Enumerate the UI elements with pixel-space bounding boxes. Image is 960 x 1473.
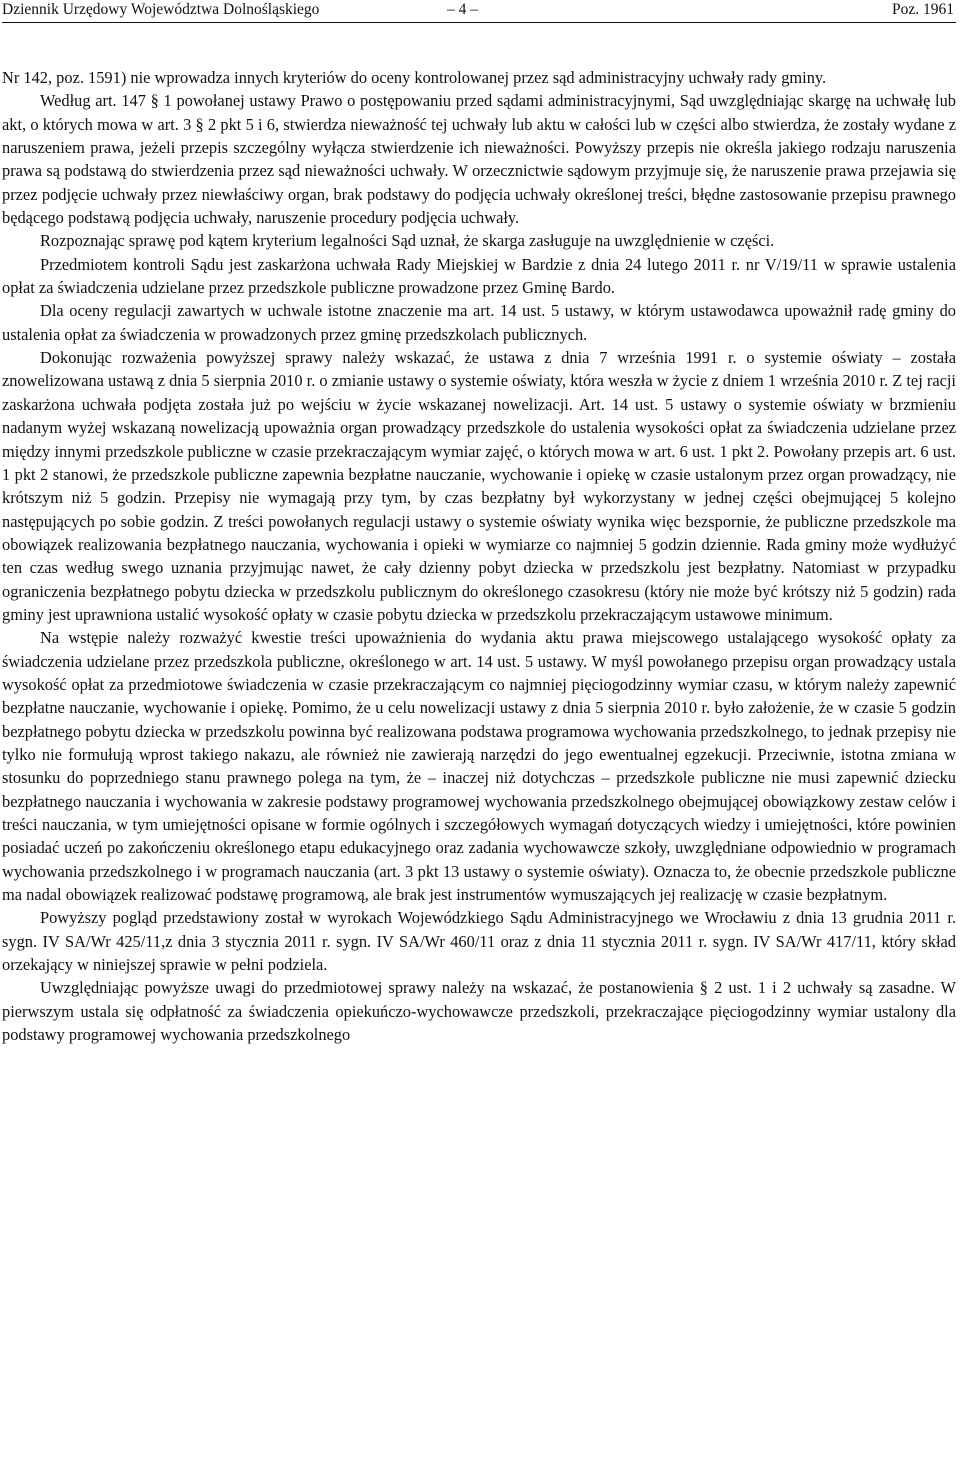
document-body [2, 66, 956, 1046]
paragraph: Dokonując rozważenia powyższej sprawy należy wskazać, że ustawa z dnia 7 września 1991 r. o systemie oświaty – została znowelizowana ustawą z dnia 5 sierpnia 2010 r. o zmianie ustawy o systemie oświaty, która weszła w życie z dniem 1 września 2010 r. Z tej racji zaskarżona uchwała podjęta została już po wejściu w życie wskazanej nowelizacji. Art. 14 ust. 5 ustawy o systemie oświaty w brzmieniu nadanym wyżej wskazaną nowelizacją upoważnia organ prowadzący przedszkole do ustalenia wysokości opłat za świadczenia udzielane przez między innymi przedszkole publiczne w czasie przekraczającym wymiar zajęć, o których mowa w art. 6 ust. 1 pkt 2. Powołany przepis art. 6 ust. 1 pkt 2 stanowi, że przedszkole publiczne zapewnia bezpłatne nauczanie, wychowanie i opiekę w czasie ustalonym przez organ prowadzący, nie krótszym niż 5 godzin. Przepisy nie wymagają przy tym, by czas bezpłatny był wykorzystany w jednej części obejmującej 5 kolejno następujących po sobie godzin. Z treści powołanych regulacji ustawy o systemie oświaty wynika więc bezspornie, że publiczne przedszkole ma obowiązek realizowania bezpłatnego nauczania, wychowania i opieki w wymiarze co najmniej 5 godzin dziennie. Rada gminy może wydłużyć ten czas według swego uznania przyjmując nawet, że cały dzienny pobyt dziecka w przedszkolu jest bezpłatny. Natomiast w przypadku ograniczenia bezpłatnego pobytu dziecka w przedszkolu publicznym do określonego czasokresu (który nie może być krótszy niż 5 godzin) rada gminy jest uprawniona ustalić wysokość opłaty w czasie pobytu dziecka w przedszkolu przekraczającym ustawowe minimum. [2, 348, 956, 624]
paragraph: Przedmiotem kontroli Sądu jest zaskarżona uchwała Rady Miejskiej w Bardzie z dnia 24 lutego 2011 r. nr V/19/11 w sprawie ustalenia opłat za świadczenia udzielane przez przedszkole publiczne prowadzone przez Gminę Bardo. [2, 254, 956, 298]
paragraph: Dla oceny regulacji zawartych w uchwale istotne znaczenie ma art. 14 ust. 5 ustawy, w którym ustawodawca upoważnił radę gminy do ustalenia opłat za świadczenia w prowadzonych przez gminę przedszkolach publicznych. [2, 301, 956, 344]
position-number: Poz. 1961 [892, 1, 954, 18]
paragraph: Powyższy pogląd przedstawiony został w wyrokach Wojewódzkiego Sądu Administracyjnego we Wrocławiu z dnia 13 grudnia 2011 r. sygn. IV SA/Wr 425/11,z dnia 3 stycznia 2011 r. sygn. IV SA/Wr 460/11 oraz z dnia 11 stycznia 2011 r. sygn. IV SA/Wr 417/11, który skład orzekający w niniejszej sprawie w pełni podziela. [2, 908, 956, 975]
paragraph: Nr 142, poz. 1591) nie wprowadza innych kryteriów do oceny kontrolowanej przez sąd administracyjny uchwały rady gminy. [2, 68, 827, 87]
journal-title: Dziennik Urzędowy Województwa Dolnośląskiego [2, 1, 320, 18]
paragraph: Według art. 147 § 1 powołanej ustawy Prawo o postępowaniu przed sądami administracyjnymi, Sąd uwzględniając skargę na uchwałę lub akt, o których mowa w art. 3 § 2 pkt 5 i 6, stwierdza nieważność tej uchwały lub aktu w całości lub w części albo stwierdza, że zostały wydane z naruszeniem prawa, jeżeli przepis szczególny wyłącza stwierdzenie ich nieważności. Powyższy przepis nie określa jakiego rodzaju naruszenia prawa są podstawą do stwierdzenia przez sąd nieważności uchwały. W orzecznictwie sądowym przyjmuje się, że naruszenie prawa przejawia się przez podjęcie uchwały przez niewłaściwy organ, brak podstawy do podjęcia uchwały określonej treści, błędne zastosowanie przepisu prawnego będącego podstawą podjęcia uchwały, naruszenie procedury podjęcia uchwały. [2, 91, 956, 228]
header-divider [2, 22, 956, 23]
page-number: – 4 – [447, 1, 478, 18]
paragraph: Rozpoznając sprawę pod kątem kryterium legalności Sąd uznał, że skarga zasługuje na uwzględnienie w części. [40, 231, 775, 251]
page-header [0, 0, 960, 20]
paragraph: Uwzględniając powyższe uwagi do przedmiotowej sprawy należy na wskazać, że postanowienia § 2 ust. 1 i 2 uchwały są zasadne. W pierwszym ustala się odpłatność za świadczenia opiekuńczo-wychowawcze przedszkoli, przekraczające pięciogodzinny wymiar ustalony dla podstawy programowej wychowania przedszkolnego [2, 978, 956, 1045]
paragraph: Na wstępie należy rozważyć kwestie treści upoważnienia do wydania aktu prawa miejscowego ustalającego wysokość opłaty za świadczenia udzielane przez przedszkola publiczne, określonego w art. 14 ust. 5 ustawy. W myśl powołanego przepisu organ prowadzący ustala wysokość opłat za przedmiotowe świadczenia w czasie przekraczającym co najmniej pięciogodzinny wymiar czasu, w którym należy zapewnić bezpłatne nauczanie, wychowanie i opiekę. Pomimo, że u celu nowelizacji ustawy z dnia 5 sierpnia 2010 r. było założenie, że w czasie 5 godzin bezpłatnego pobytu dziecka w przedszkolu powinna być realizowana podstawa programowa wychowania przedszkolnego, to jednak przepisy nie tylko nie formułują wprost takiego nakazu, ale również nie zawierają narzędzi do jego ewentualnej egzekucji. Przeciwnie, istotna zmiana w stosunku do poprzedniego stanu prawnego polega na tym, że – inaczej niż dotychczas – przedszkole publiczne nie musi zapewnić dziecku bezpłatnego nauczania i wychowania w zakresie podstawy programowej wychowania przedszkolnego obejmującej obowiązkowy zestaw celów i treści nauczania, w tym umiejętności opisane w formie ogólnych i szczegółowych wymagań dotyczących wiedzy i umiejętności, które powinien posiadać uczeń po zakończeniu określonego etapu edukacyjnego oraz zadania wychowawcze szkoły, uwzględniane odpowiednio w programach wychowania przedszkolnego i w programach nauczania (art. 3 pkt 13 ustawy o systemie oświaty). Oznacza to, że obecnie przedszkole publiczne ma nadal obowiązek realizować podstawę programową, ale brak jest instrumentów wymuszających jej realizację w czasie bezpłatnym. [2, 628, 956, 905]
